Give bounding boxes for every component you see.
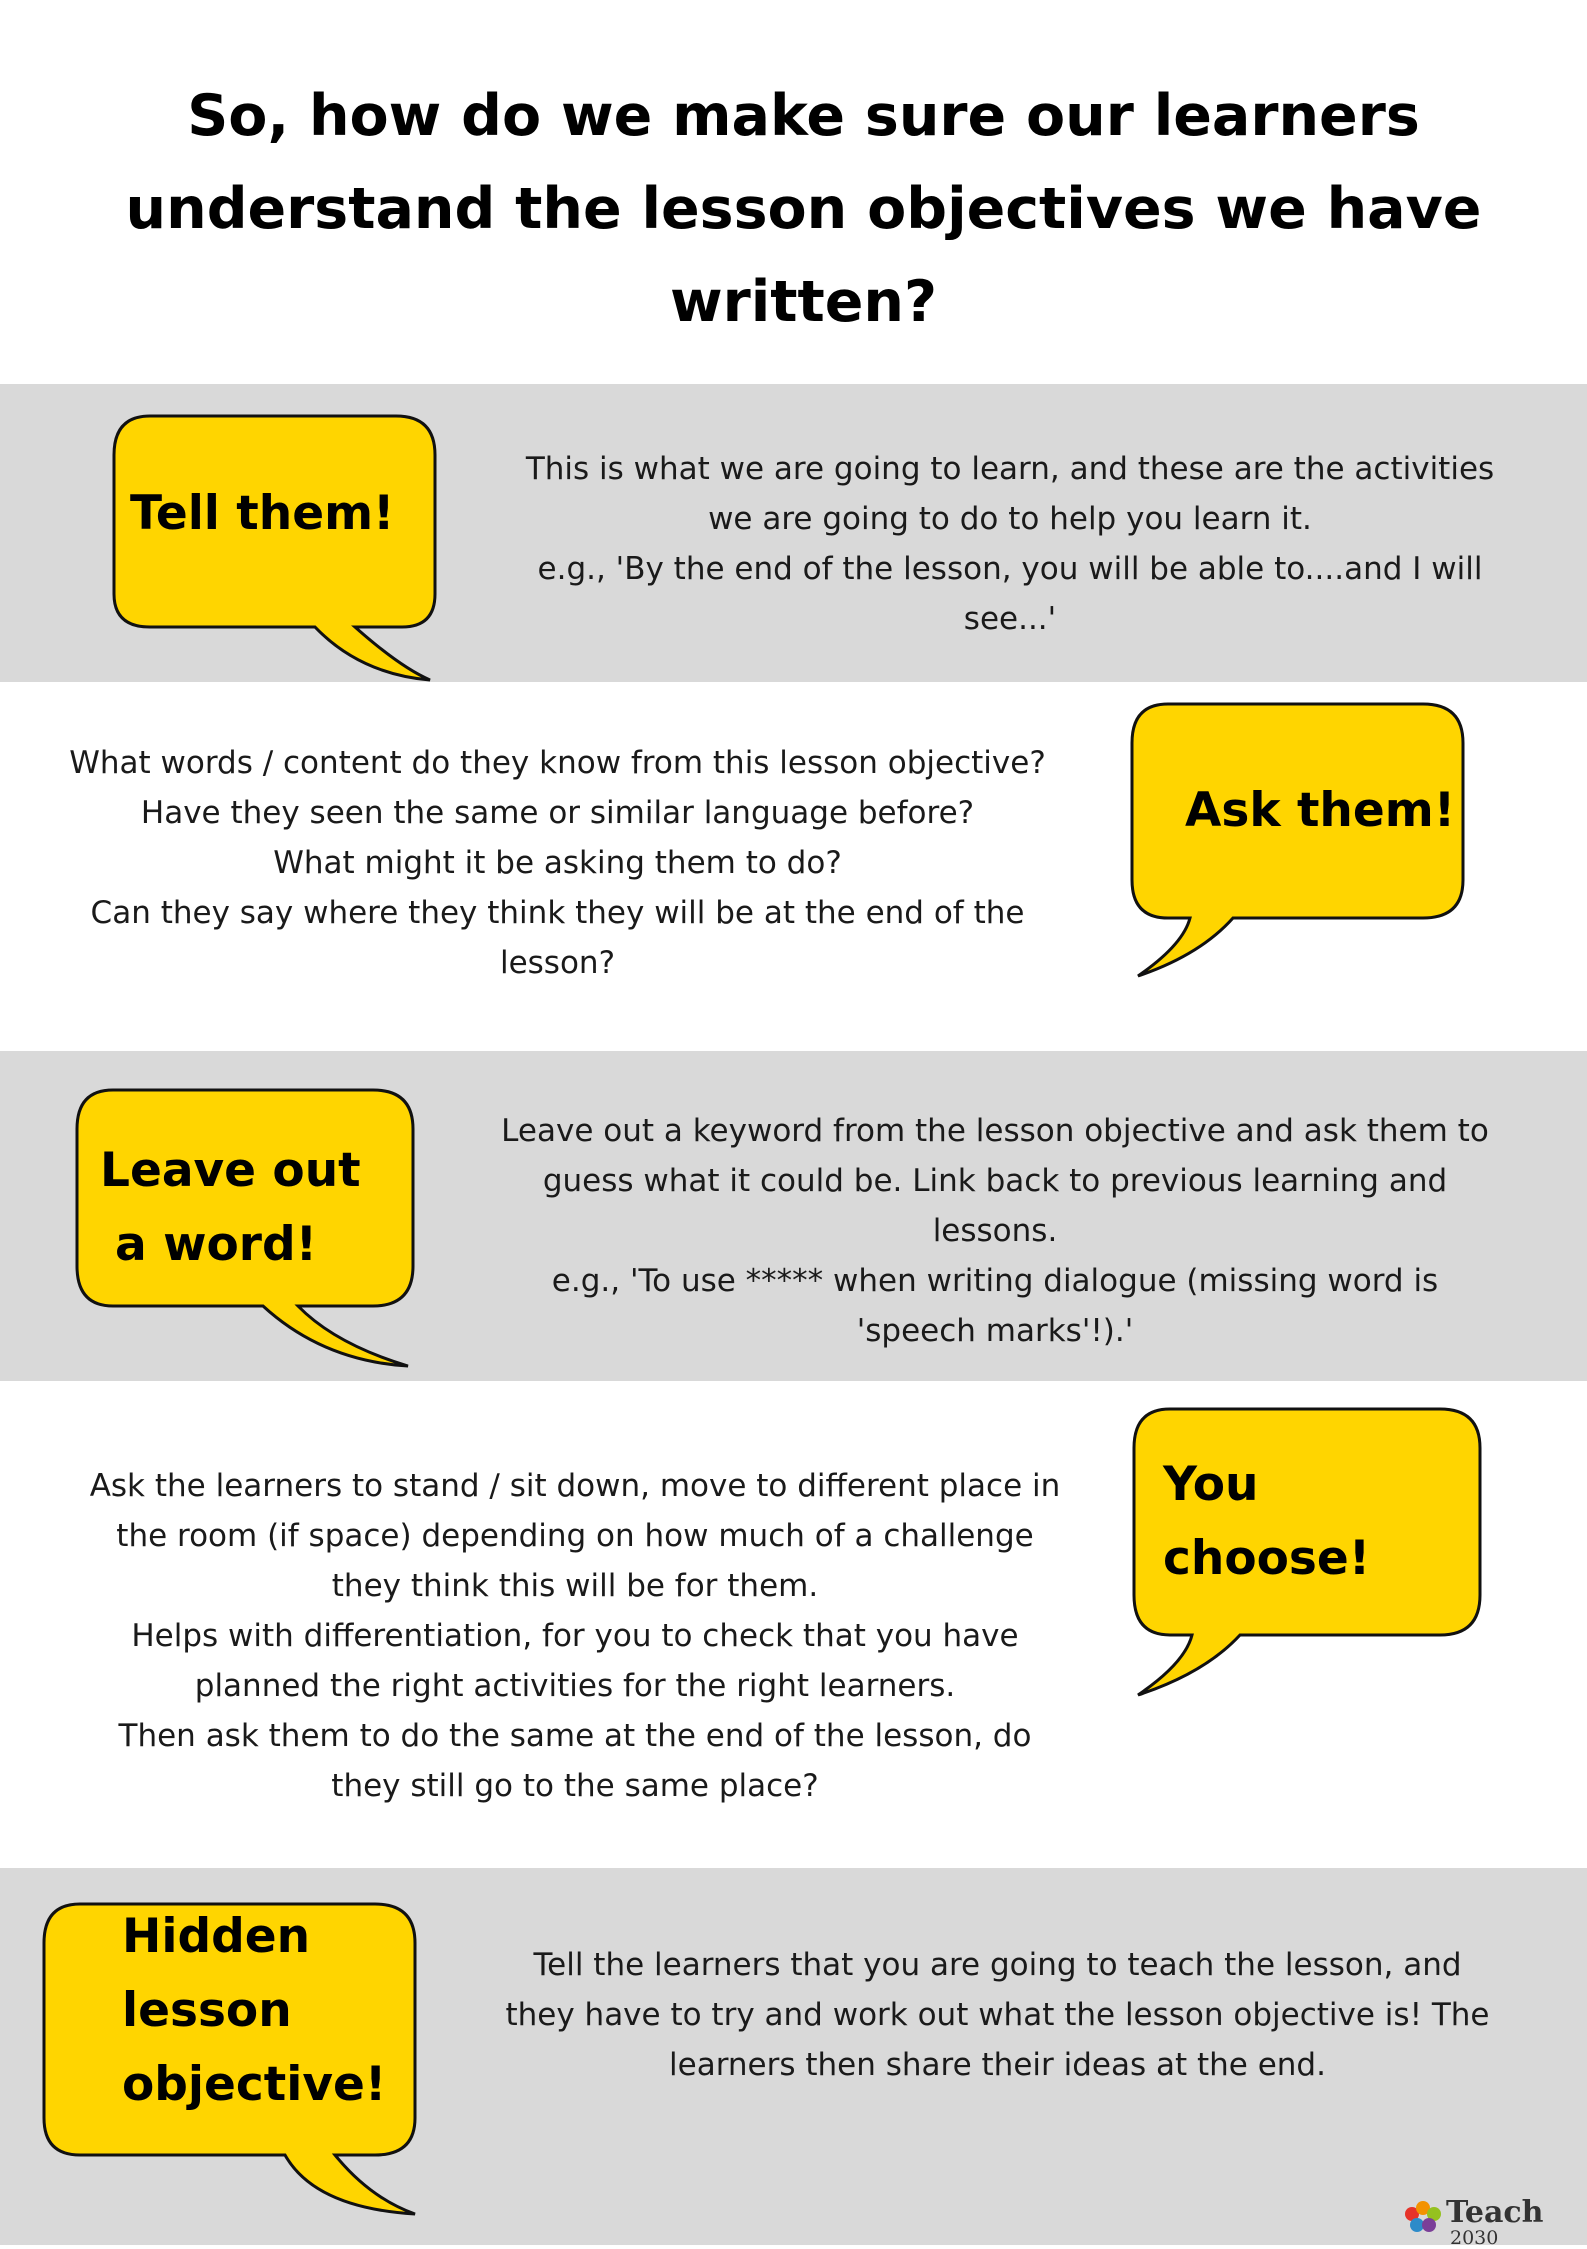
- logo-year: 2030: [1450, 2227, 1499, 2249]
- bubble-label-hidden-objective: Hidden lesson objective!: [122, 1909, 387, 2112]
- teach-2030-logo: [1402, 2195, 1552, 2249]
- teach-2030-dots-logo-icon: [1402, 2200, 1446, 2236]
- title-line-2: understand the lesson objectives we have: [125, 176, 1482, 242]
- bubble-label-tell-them: Tell them!: [130, 486, 395, 541]
- leave-out-description: Leave out a keyword from the lesson objective and ask them to guess what it could be. Link back to previous learning and lessons. e.g., 'To use ***** when writing dialogue (missing word is 'speech marks'!).': [501, 1113, 1489, 1349]
- ask-them-description: What words / content do they know from this lesson objective? Have they seen the same or similar language before? What might it be asking them to do? Can they say where they think they will be at the end of the lesson?: [69, 745, 1046, 981]
- page-title: [60, 70, 1547, 349]
- logo-name: Teach: [1446, 2195, 1544, 2230]
- title-line-1: So, how do we make sure our learners: [187, 83, 1420, 149]
- bubble-label-leave-out-a-word: Leave out a word!: [100, 1143, 361, 1272]
- bubble-label-you-choose: You choose!: [1163, 1457, 1371, 1586]
- bubble-label-ask-them: Ask them!: [1185, 783, 1456, 838]
- title-line-3: written?: [669, 269, 938, 335]
- you-choose-description: Ask the learners to stand / sit down, move to different place in the room (if space) depending on how much of a challenge they think this will be for them. Helps with differentiation, for you to check that you have planned the right activities for the right learners. Then ask them to do the same at the end of the lesson, do they still go to the same place?: [89, 1468, 1061, 1804]
- tell-them-description: This is what we are going to learn, and these are the activities we are going to do to help you learn it. e.g., 'By the end of the lesson, you will be able to....and I will see...': [525, 451, 1495, 637]
- hidden-objective-description: Tell the learners that you are going to teach the lesson, and they have to try and work out what the lesson objective is! The learners then share their ideas at the end.: [505, 1947, 1490, 2083]
